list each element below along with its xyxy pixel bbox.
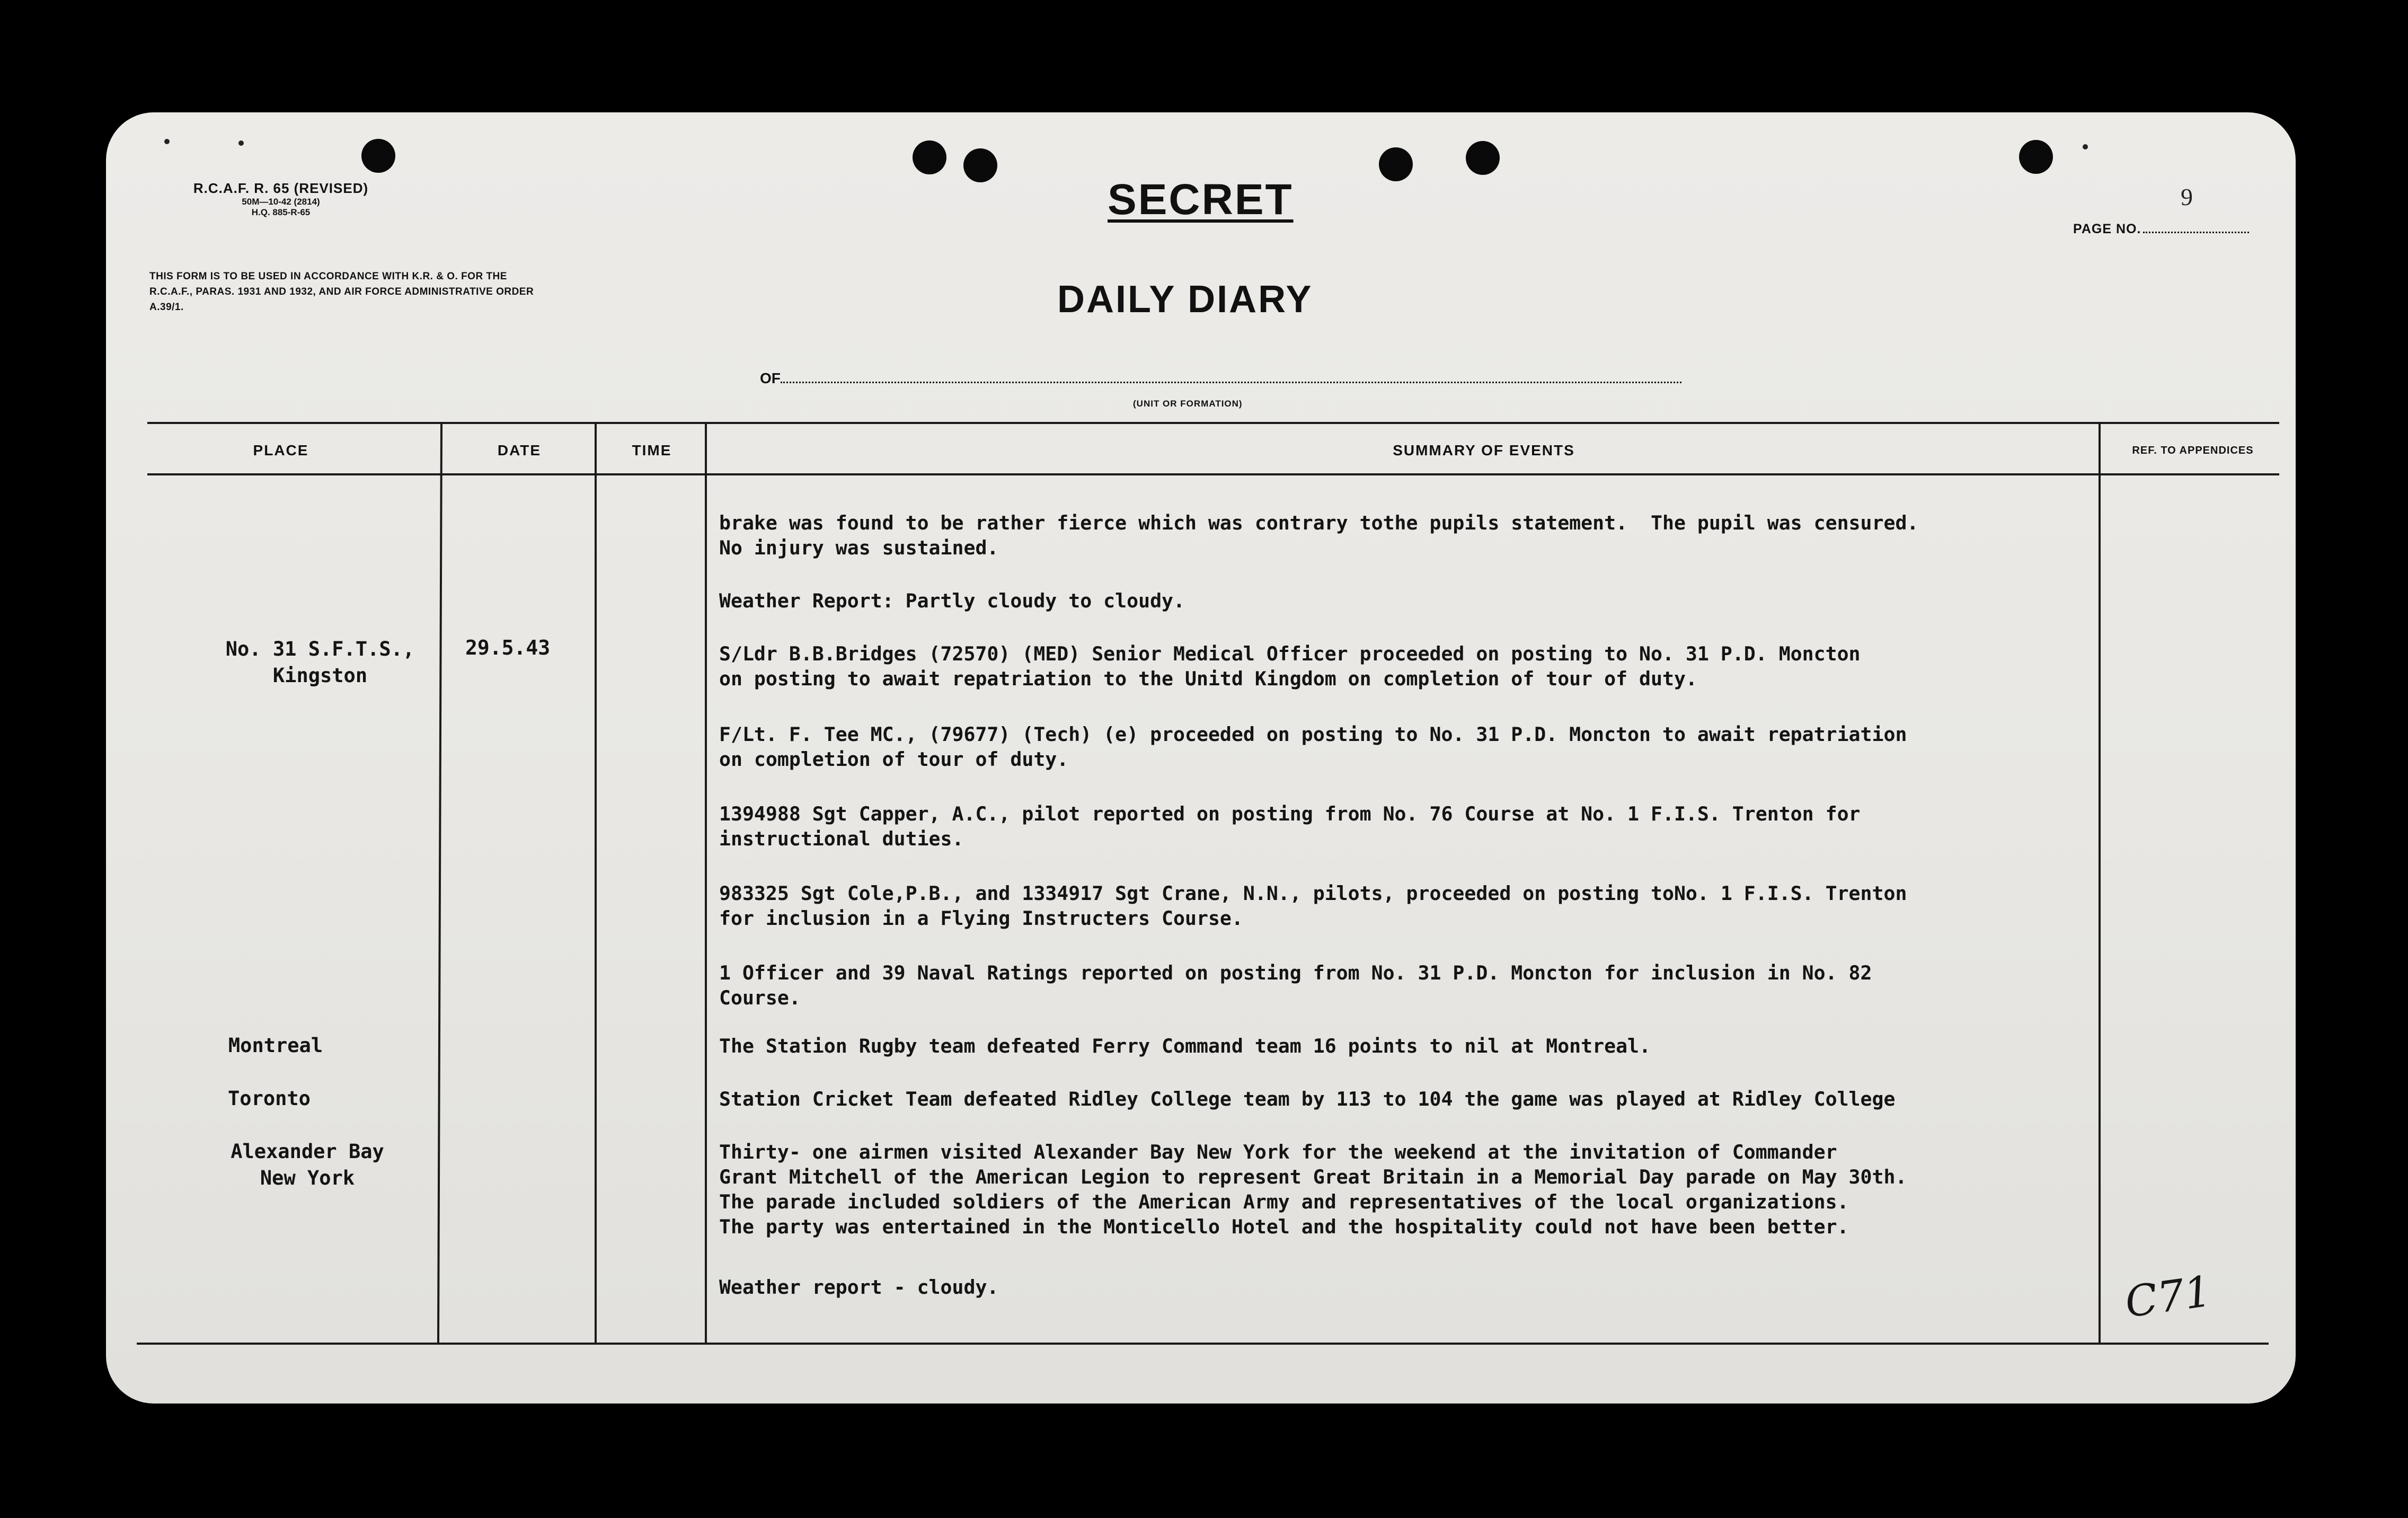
column-header-place: PLACE [253,442,309,458]
page-number: 9 [2181,183,2193,210]
summary-entry: brake was found to be rather fierce which was contrary tothe pupils statement. The pupil was censured. No injury was sustained. [719,511,1919,559]
summary-entry: F/Lt. F. Tee MC., (79677) (Tech) (e) proceeded on posting to No. 31 P.D. Moncton to await repatriation on completion of tour of duty. [719,723,1907,771]
place-entry-kingston: No. 31 S.F.T.S., Kingston [225,638,415,687]
unit-field-label: OF [760,370,781,386]
header-bottom-rule [147,473,2279,475]
classification-heading: SECRET [1108,175,1294,224]
place-entry-toronto: Toronto [228,1087,311,1110]
punch-hole [1466,141,1500,175]
unit-field [760,370,1681,387]
page-title: DAILY DIARY [1057,278,1313,321]
form-print-code: 50M—10-42 (2814) [242,197,320,207]
column-header-summary: SUMMARY OF EVENTS [1393,442,1575,458]
date-entry: 29.5.43 [465,636,551,659]
speck [2083,144,2088,149]
col-divider-summary [2099,423,2101,1343]
page-number-field [2073,222,2249,237]
column-header-ref: REF. TO APPENDICES [2132,445,2254,456]
summary-entry: Station Cricket Team defeated Ridley College team by 113 to 104 the game was played at Ridley College [719,1088,1896,1110]
column-header-date: DATE [497,442,542,458]
summary-entry: Weather report - cloudy. [719,1276,999,1299]
summary-entry: Weather Report: Partly cloudy to cloudy. [719,589,1185,612]
place-entry-montreal: Montreal [228,1034,323,1057]
summary-entry: 1 Officer and 39 Naval Ratings reported on posting from No. 31 P.D. Moncton for inclusion in No. 82 Course. [719,961,1872,1009]
column-header-time: TIME [632,442,672,458]
punch-hole [963,148,997,182]
col-divider-time [705,423,707,1343]
table-top-rule [147,422,2279,424]
punch-hole [2019,140,2053,174]
ref-handwritten-initials: C71 [2122,1266,2215,1327]
summary-entry: Thirty- one airmen visited Alexander Bay New York for the weekend at the invitation of Commander Grant Mitchell of the American Legion to represent Great Britain in a Memorial Day parade on May 30th. The parade included soldiers of the American Army and representatives of the local organizations. The party was entertained in the Monticello Hotel and the hospitality could not have been better. [719,1141,1907,1238]
place-entry-alexander-bay: Alexander Bay New York [231,1140,384,1189]
form-identifier [159,180,403,218]
page-number-label: PAGE NO. [2073,222,2141,236]
unit-field-caption: (UNIT OR FORMATION) [1133,399,1243,409]
table-bottom-rule [137,1343,2269,1345]
punch-hole [1379,147,1413,181]
summary-entry: 1394988 Sgt Capper, A.C., pilot reported on posting from No. 76 Course at No. 1 F.I.S. Trenton for instructional duties. [719,802,1861,850]
summary-entry: 983325 Sgt Cole,P.B., and 1334917 Sgt Crane, N.N., pilots, proceeded on posting toNo. 1 F.I.S. Trenton for inclusion in a Flying Instructers Course. [719,882,1907,930]
summary-entry: The Station Rugby team defeated Ferry Command team 16 points to nil at Montreal. [719,1035,1651,1057]
form-number: R.C.A.F. R. 65 (REVISED) [193,180,369,196]
summary-entry: S/Ldr B.B.Bridges (72570) (MED) Senior Medical Officer proceeded on posting to No. 31 P.D. Moncton on posting to await repatriation to the Unitd Kingdom on completion of tour of duty. [719,642,1861,690]
punch-hole [361,139,395,173]
punch-hole [913,140,946,174]
form-instructions: THIS FORM IS TO BE USED IN ACCORDANCE WITH K.R. & O. FOR THE R.C.A.F., PARAS. 1931 AND 1932, AND AIR FORCE ADMINISTRATIVE ORDER A.39/1. [149,271,534,313]
speck [238,140,244,146]
form-hq-code: H.Q. 885-R-65 [251,207,311,217]
speck [164,139,170,144]
col-divider-date [595,423,597,1343]
